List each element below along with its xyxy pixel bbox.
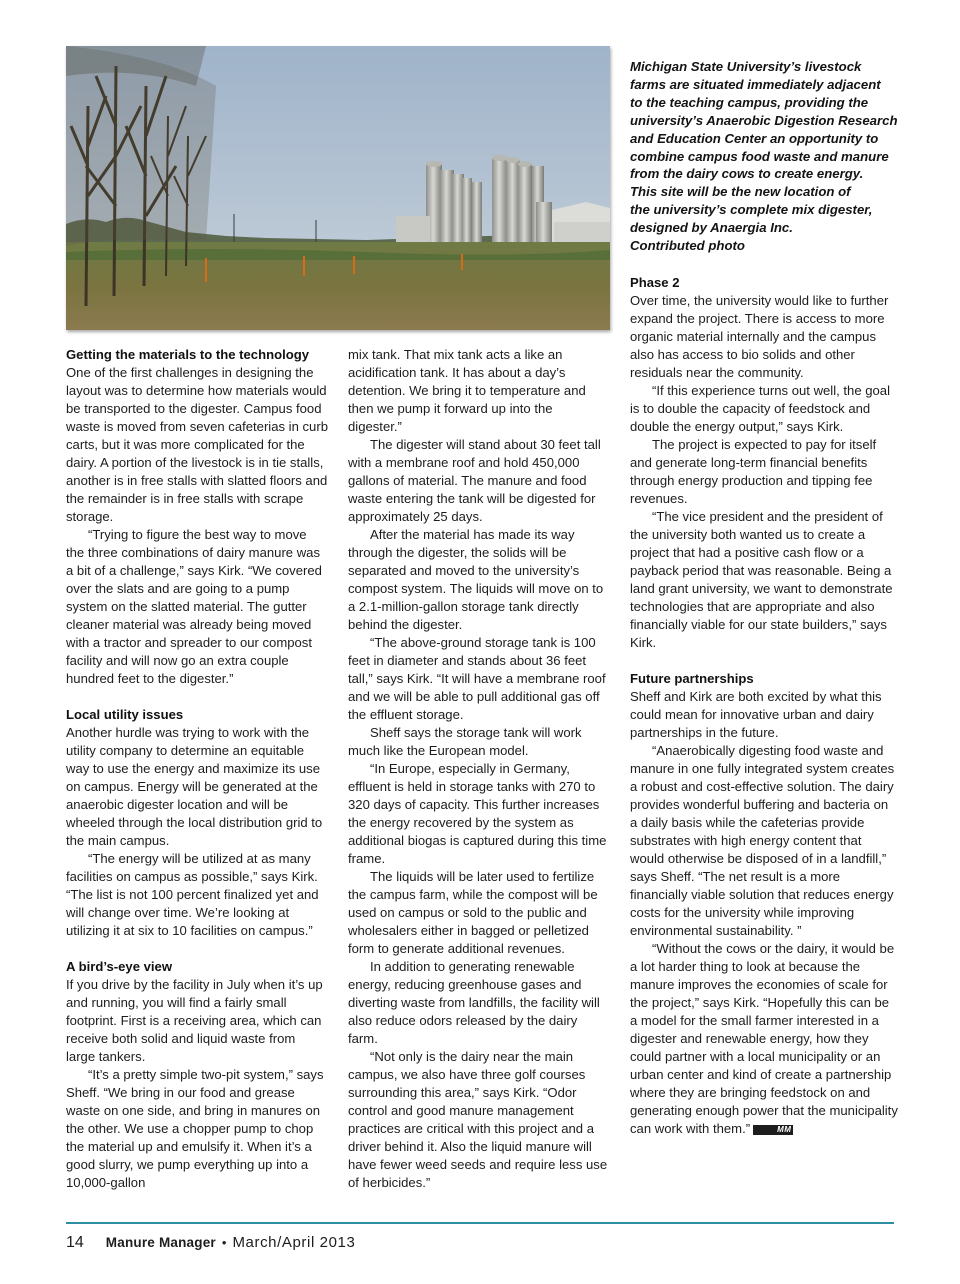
caption-line: combine campus food waste and manure [630,148,889,164]
section-heading-utility: Local utility issues [66,707,184,722]
article-column-3 [630,274,898,1138]
caption-line: designed by Anaergia Inc. [630,220,793,236]
caption-line: farms are situated immediately adjacent [630,76,881,92]
paragraph: “Not only is the dairy near the main campus, we also have three golf courses surrounding this area,” says Kirk. “Odor control and good manure management practices are critical with this project and a driver behind it. Also the liquid manure will have fewer weed seeds and require less use of herbicides.” [348,1049,608,1190]
caption-credit: Contributed photo [630,238,745,254]
caption-line: This site will be the new location of [630,184,851,200]
paragraph-final-text: “Without the cows or the dairy, it would be a lot harder thing to look at because the manure improves the economies of scale for the project,” says Kirk. “Hopefully this can be a model for the small farmer interested in a digester and renewable energy, how they could partner with a local municipality or an urban center and kind of create a partnership where they are bringing feedstock on and generating enough power that the municipality can work with them.” [630,941,898,1136]
caption-line: and Education Center an opportunity to [630,130,879,146]
footer-rule [66,1222,894,1224]
paragraph: Sheff and Kirk are both excited by what this could mean for innovative urban and dairy partnerships in the future. [630,689,882,740]
paragraph: Over time, the university would like to further expand the project. There is access to more organic material internally and the campus also has access to bio solids and other residuals near the community. [630,293,889,380]
paragraph: Another hurdle was trying to work with the utility company to determine an equitable way to use the energy and maximize its use on campus. Energy will be generated at the anaerobic digester location and will be wheeled through the local distribution grid to the main campus. [66,725,323,848]
section-heading-birds-eye: A bird’s-eye view [66,959,173,974]
paragraph: The digester will stand about 30 feet tall with a membrane roof and hold 450,000 gallons of material. The manure and food waste entering the tank will be digested for approximately 25 days. [348,437,601,524]
issue-date: March/April 2013 [232,1234,356,1251]
section-heading-phase-2: Phase 2 [630,275,680,290]
publication-name: Manure Manager [105,1235,216,1250]
paragraph: “The above-ground storage tank is 100 feet in diameter and stands about 36 feet tall,” says Kirk. “It will have a membrane roof and we will be able to pull additional gas off the effluent storage. [348,635,606,722]
paragraph: The project is expected to pay for itself and generate long-term financial benefits through energy production and tipping fee revenues. [630,437,877,506]
caption-line: from the dairy cows to create energy. [630,166,864,182]
farm-photo [66,46,610,330]
page-footer [66,1234,355,1256]
paragraph: One of the first challenges in designing the layout was to determine how materials would be transported to the digester. Campus food waste is moved from seven cafeterias in curb carts, but it was more complicated for the dairy. A portion of the livestock is in tie stalls, another is in free stalls with slatted floors and the remainder is in free stalls with scrape storage. [66,365,328,524]
article-column-1 [66,346,328,1192]
paragraph: After the material has made its way through the digester, the solids will be separated and moved to the university’s compost system. The liquids will move on to a 2.1-million-gallon storage tank directly behind the digester. [348,527,604,632]
caption-line: the university’s complete mix digester, [630,202,873,218]
paragraph: In addition to generating renewable energy, reducing greenhouse gases and diverting waste from landfills, the facility will also reduce odors released by the dairy farm. [348,959,600,1046]
page-number: 14 [66,1234,84,1251]
paragraph: “The energy will be utilized at as many facilities on campus as possible,” says Kirk. “The list is not 100 percent finalized yet and will change over time. We’re looking at utilizing it at six to 10 facilities on campus.” [66,851,319,938]
paragraph: “In Europe, especially in Germany, effluent is held in storage tanks with 270 to 320 days of capacity. This further increases the energy recovered by the system as additional biogas is captured during this time frame. [348,761,607,866]
paragraph: mix tank. That mix tank acts a like an acidification tank. It has about a day’s detention. We bring it to temperature and then we pump it forward up into the digester.” [348,347,586,434]
paragraph: Sheff says the storage tank will work much like the European model. [348,725,582,758]
caption-line: to the teaching campus, providing the [630,94,869,110]
paragraph: “If this experience turns out well, the goal is to double the capacity of feedstock and double the energy output,” says Kirk. [630,383,890,434]
paragraph: The liquids will be later used to fertilize the campus farm, while the compost will be used on campus or sold to the public and wholesalers either in bagged or pelletized form to generate additional revenues. [348,869,598,956]
caption-line: Michigan State University’s livestock [630,59,862,74]
end-mark-icon: MM [753,1125,793,1135]
section-heading-future: Future partnerships [630,671,754,686]
farm-photo-illustration [66,46,610,330]
paragraph-final [630,940,898,1138]
paragraph: “Anaerobically digesting food waste and manure in one fully integrated system creates a robust and cost-effective solution. The dairy provides wonderful buffering and bacteria on a daily basis while the cafeterias provide substrates with high energy content that would otherwise be disposed of in a landfill,” says Sheff. “The net result is a more financially viable solution that reduces energy costs for the university while improving environmental sustainability. ” [630,743,895,938]
footer-bullet: • [221,1235,227,1250]
caption-line: university’s Anaerobic Digestion Research [630,112,898,128]
paragraph: “It’s a pretty simple two-pit system,” says Sheff. “We bring in our food and grease waste on one side, and bring in manures on the other. We use a chopper pump to chop the material up and emulsify it. When it’s a good slurry, we pump everything up into a 10,000-gallon [66,1067,324,1190]
paragraph: “Trying to figure the best way to move the three combinations of dairy manure was a bit of a challenge,” says Kirk. “We covered over the slats and are going to a pump system on the slatted material. The gutter cleaner material was already being moved with a tractor and spreader to our compost facility and will now go an extra couple hundred feet to the digester.” [66,527,322,686]
paragraph: If you drive by the facility in July when it’s up and running, you will find a fairly small footprint. First is a receiving area, which can receive both solid and liquid waste from large tankers. [66,977,323,1064]
photo-caption [630,58,926,255]
section-heading-materials: Getting the materials to the technology [66,347,309,362]
paragraph: “The vice president and the president of the university both wanted us to create a project that had a positive cash flow or a payback period that was reasonable. Being a land grant university, we want to demonstrate technologies that are appropriate and also financially viable for our state builders,” says Kirk. [630,509,893,650]
article-column-2 [348,346,610,1192]
